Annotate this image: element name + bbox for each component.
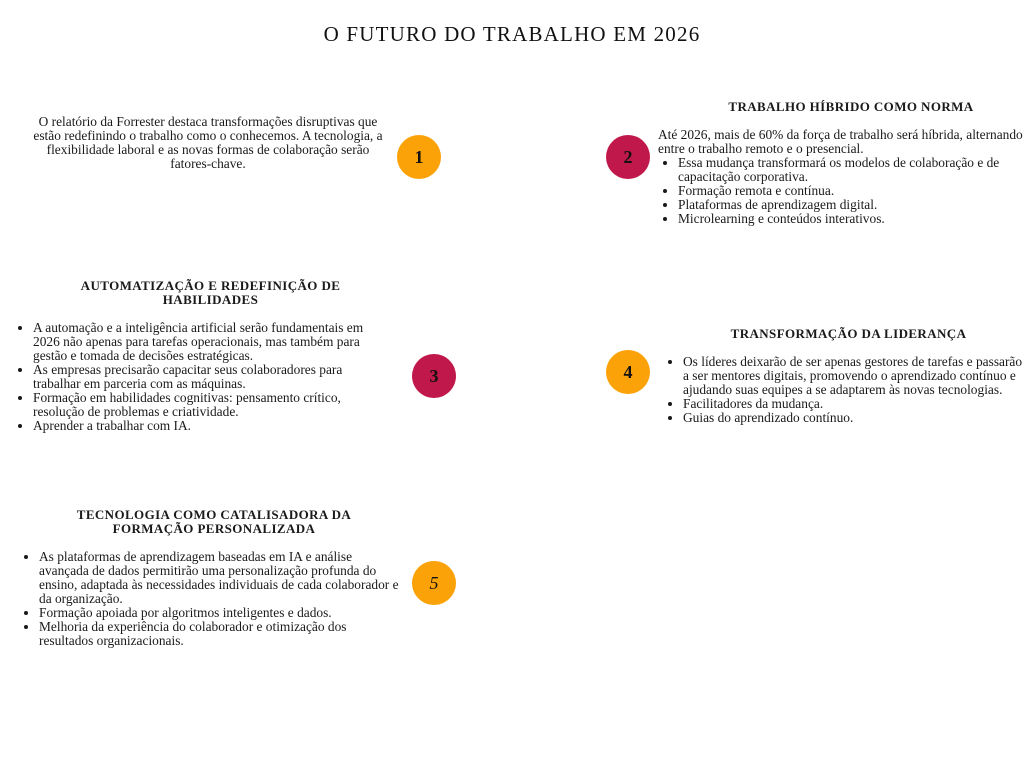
page-title: O FUTURO DO TRABALHO EM 2026	[323, 22, 701, 46]
section-5	[19, 508, 399, 648]
bullet-list	[19, 550, 399, 648]
section-heading: TECNOLOGIA COMO CATALISADORA DA FORMAÇÃO PERSONALIZADA	[76, 507, 352, 536]
list-item: • Melhoria da experiência do colaborador e otimização dos resultados organizacionais.	[39, 620, 399, 648]
list-item: • Formação em habilidades cognitivas: pensamento crítico, resolução de problemas e criatividade.	[33, 391, 393, 419]
list-item: • Guias do aprendizado contínuo.	[683, 411, 1024, 425]
list-item: • A automação e a inteligência artificial serão fundamentais em 2026 não apenas para tarefas operacionais, mas também para gestão e tomada de decisões estratégicas.	[33, 321, 393, 363]
list-item: • Facilitadores da mudança.	[683, 397, 1024, 411]
section-3	[13, 279, 393, 433]
list-item: • Os líderes deixarão de ser apenas gestores de tarefas e passarão a ser mentores digitais, promovendo o aprendizado contínuo e ajudando suas equipes a se adaptarem às novas tecnologias.	[683, 355, 1024, 397]
bullet-list	[663, 355, 1024, 425]
section-1-intro: O relatório da Forrester destaca transformações disruptivas que estão redefinindo o trabalho como o conhecemos. A tecnologia, a flexibilidade laboral e as novas formas de colaboração serão fatores-chave.	[33, 114, 383, 171]
step-5-badge	[412, 561, 456, 605]
section-heading: AUTOMATIZAÇÃO E REDEFINIÇÃO DE HABILIDADES	[80, 278, 341, 307]
step-number: 2	[623, 146, 633, 167]
section-heading: TRANSFORMAÇÃO DA LIDERANÇA	[730, 326, 967, 341]
list-item: • As plataformas de aprendizagem baseadas em IA e análise avançada de dados permitirão uma personalização profunda do ensino, adaptada às necessidades individuais de cada colaborador e da organização.	[39, 550, 399, 606]
list-item: • Formação apoiada por algoritmos inteligentes e dados.	[39, 606, 399, 620]
step-1-badge	[397, 135, 441, 179]
step-number: 3	[429, 365, 439, 386]
step-number: 5	[429, 572, 439, 593]
bullet-list	[658, 156, 1024, 226]
step-3-badge	[412, 354, 456, 398]
step-4-badge	[606, 350, 650, 394]
section-intro: Até 2026, mais de 60% da força de trabalho será híbrida, alternando entre o trabalho remoto e o presencial.	[658, 127, 1023, 156]
list-item: • Essa mudança transformará os modelos de colaboração e de capacitação corporativa.	[678, 156, 1024, 184]
list-item: • Aprender a trabalhar com IA.	[33, 419, 393, 433]
step-number: 1	[414, 146, 424, 167]
step-number: 4	[623, 361, 633, 382]
section-heading: TRABALHO HÍBRIDO COMO NORMA	[728, 99, 974, 114]
section-4	[663, 327, 1024, 425]
section-2	[658, 100, 1024, 226]
list-item: • Formação remota e contínua.	[678, 184, 1024, 198]
step-2-badge	[606, 135, 650, 179]
list-item: • As empresas precisarão capacitar seus colaboradores para trabalhar em parceria com as máquinas.	[33, 363, 393, 391]
bullet-list	[13, 321, 393, 433]
list-item: • Microlearning e conteúdos interativos.	[678, 212, 1024, 226]
list-item: • Plataformas de aprendizagem digital.	[678, 198, 1024, 212]
